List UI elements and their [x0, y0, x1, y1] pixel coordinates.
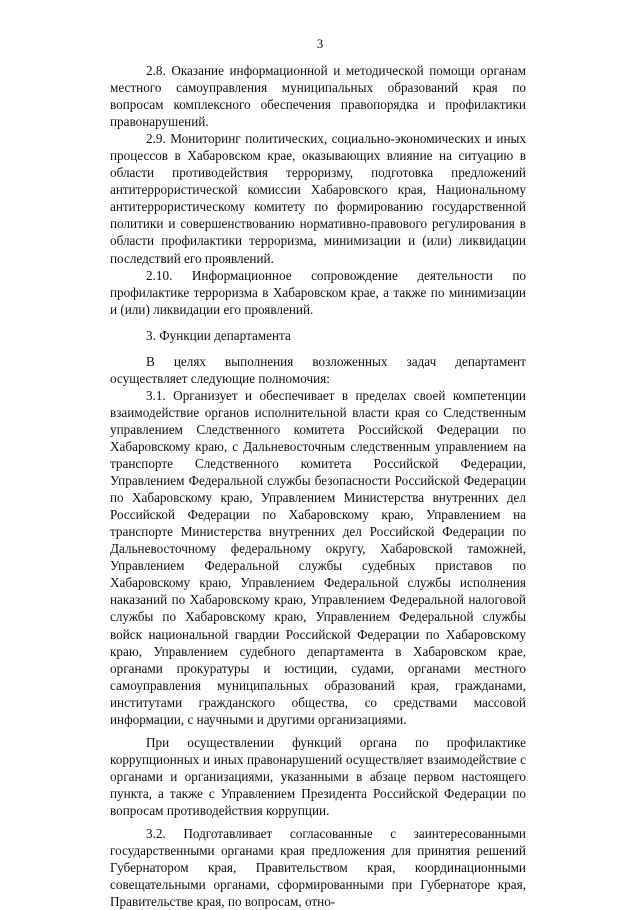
paragraph-2-8: 2.8. Оказание информационной и методической помощи органам местного самоуправления муниципальных образований края по вопросам комплексного обеспечения правопорядка и профилактики правонарушений.: [110, 63, 526, 130]
paragraph-3-1-anticorruption: При осуществлении функций органа по профилактике коррупционных и иных правонарушений осуществляет взаимодействие с органами и организациями, указанными в абзаце первом настоящего пункта, а также с Управлением Президента Российской Федерации по вопросам противодействия коррупции.: [110, 734, 526, 818]
page-number: 3: [316, 36, 324, 51]
paragraph-2-9: 2.9. Мониторинг политических, социально-экономических и иных процессов в Хабаровском крае, оказывающих влияние на ситуацию в области противодействия терроризму, подготовка предложений антитеррористической комиссии Хабаровского края, Национальному антитеррористическому комитету по формированию государственной политики и совершенствованию нормативно-правового регулирования в области профилактики терроризма, минимизации и (или) ликвидации последствий его проявлений.: [110, 131, 526, 266]
paragraph-3-2: 3.2. Подготавливает согласованные с заинтересованными государственными органами края предложения для принятия решений Губернатором края, Правительством края, координационными совещательными органами, сформированными при Губернаторе края, Правительстве края, по вопросам, отно-: [110, 826, 526, 910]
section-heading-3: 3. Функции департамента: [146, 327, 291, 343]
paragraph-3-1: 3.1. Организует и обеспечивает в пределах своей компетенции взаимодействие органов исполнительной власти края со Следственным управлением Следственного комитета Российской Федерации по Хабаровскому краю, с Дальневосточным следственным управлением на транспорте Следственного комитета Российской Федерации, Управлением Федеральной службы безопасности Российской Федерации по Хабаровскому краю, Управлением Министерства внутренних дел Российской Федерации по Хабаровскому краю, Управлением на транспорте Министерства внутренних дел Российской Федерации по Дальневосточному федеральному округу, Хабаровской таможней, Управлением Федеральной службы судебных приставов по Хабаровскому краю, Управлением Федеральной службы исполнения наказаний по Хабаровскому краю, Управлением Федеральной налоговой службы по Хабаровскому краю, Управлением Федеральной службы войск национальной гвардии Российской Федерации по Хабаровскому краю, Управлением судебного департамента в Хабаровском крае, органами прокуратуры и юстиции, судами, органами местного самоуправления муниципальных образований края, гражданами, институтами гражданского общества, со средствами массовой информации, с научными и другими организациями.: [110, 387, 526, 727]
paragraph-intro: В целях выполнения возложенных задач департамент осуществляет следующие полномочия:: [110, 353, 526, 386]
document-body: [110, 62, 526, 910]
paragraph-2-10: 2.10. Информационное сопровождение деятельности по профилактике терроризма в Хабаровском крае, а также по минимизации и (или) ликвидации его проявлений.: [110, 267, 526, 317]
